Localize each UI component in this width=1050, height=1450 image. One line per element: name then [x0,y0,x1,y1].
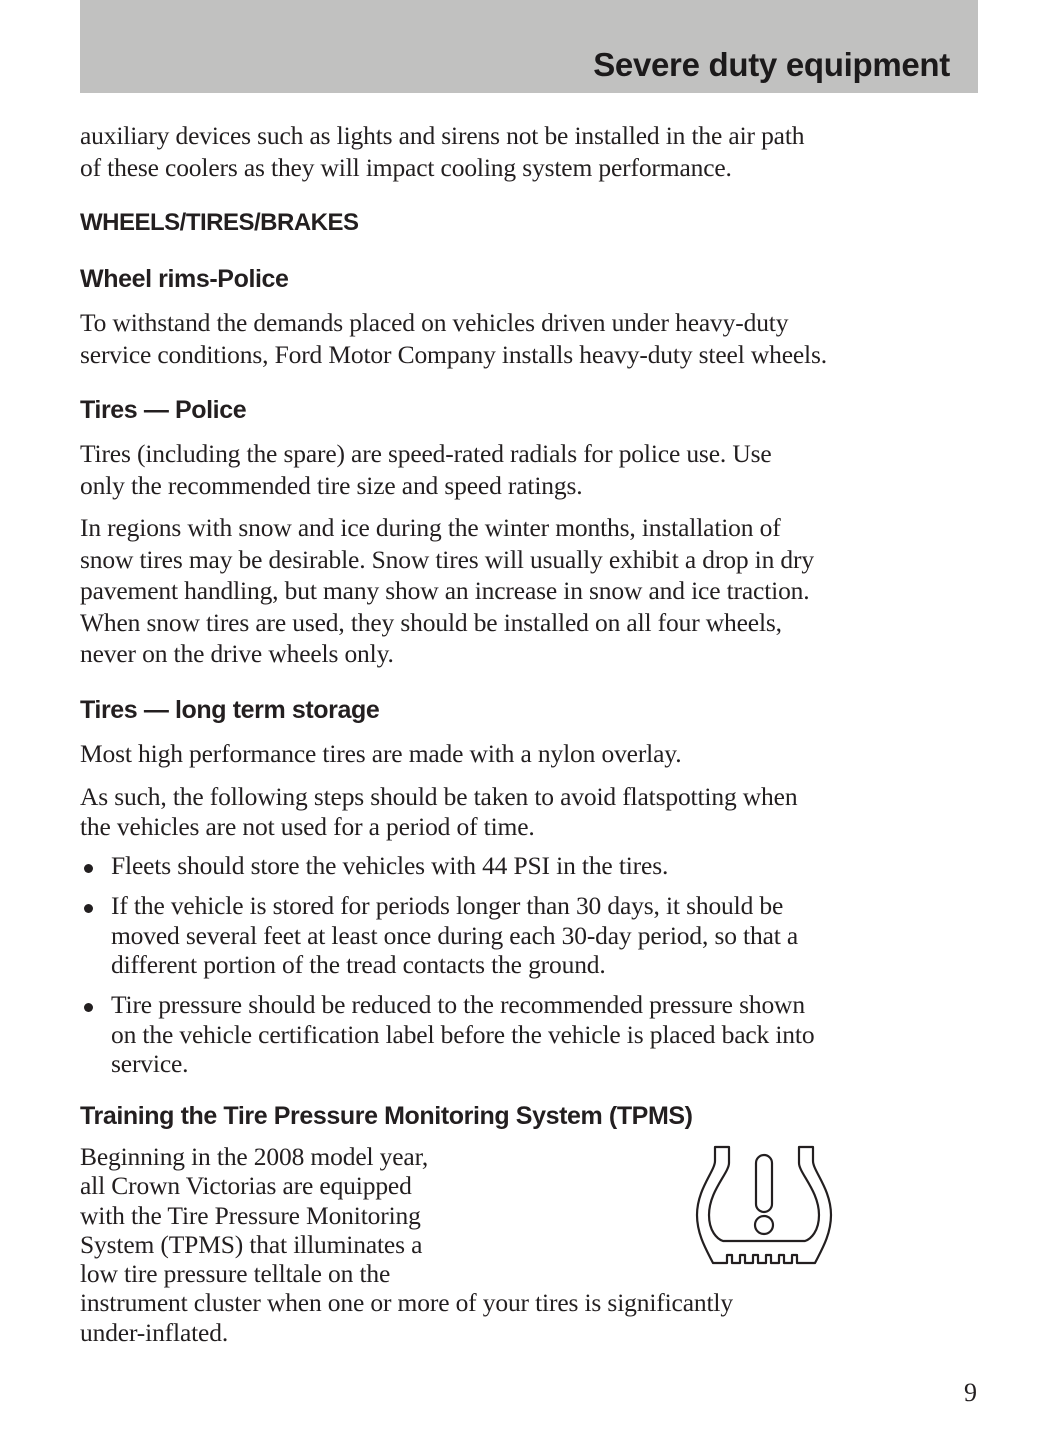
text-line: moved several feet at least once during each 30-day period, so that a [111,920,799,950]
text-line: service. [111,1049,189,1078]
tires-police-paragraph-2 [80,512,814,670]
subheading-tpms: Training the Tire Pressure Monitoring System (TPMS) [80,1102,693,1130]
text-line: In regions with snow and ice during the winter months, installation of [80,513,781,542]
text-line: only the recommended tire size and speed ratings. [80,470,583,500]
tires-storage-paragraph-1 [80,738,681,770]
text-line: As such, the following steps should be taken to avoid flatspotting when [80,782,798,811]
text-line: System (TPMS) that illuminates a [80,1229,423,1259]
text-line: When snow tires are used, they should be installed on all four wheels, [80,607,782,637]
bullet-text [111,990,814,1079]
tpms-low-tire-pressure-icon [693,1143,835,1268]
page-header-band [80,0,978,93]
text-line: To withstand the demands placed on vehicles driven under heavy-duty [80,308,789,337]
bullet-text [111,851,668,881]
text-line: snow tires may be desirable. Snow tires will usually exhibit a drop in dry [80,544,814,574]
text-line: instrument cluster when one or more of your tires is significantly [80,1288,733,1318]
text-line: Tire pressure should be reduced to the recommended pressure shown [111,990,805,1019]
tpms-paragraph [80,1142,733,1347]
subheading-tires-long-term-storage: Tires — long term storage [80,696,380,724]
text-line: Beginning in the 2008 model year, [80,1142,429,1171]
text-line: the vehicles are not used for a period of time. [80,811,535,841]
bullet-icon [84,1003,93,1012]
tires-storage-paragraph-2 [80,782,797,841]
bullet-text [111,891,798,980]
text-line: with the Tire Pressure Monitoring [80,1200,421,1230]
tires-police-paragraph-1 [80,438,772,501]
page-number: 9 [964,1378,977,1407]
subheading-wheel-rims-police: Wheel rims-Police [80,265,289,293]
text-line: pavement handling, but many show an increase in snow and ice traction. [80,576,810,605]
bullet-icon [84,904,93,913]
subheading-tires-police: Tires — Police [80,396,247,424]
page-title: Severe duty equipment [593,46,950,83]
text-line: auxiliary devices such as lights and sirens not be installed in the air path [80,121,805,150]
text-line: on the vehicle certification label before the vehicle is placed back into [111,1019,815,1049]
section-heading-wheels-tires-brakes: WHEELS/TIRES/BRAKES [80,209,359,236]
text-line: of these coolers as they will impact cooling system performance. [80,152,732,182]
text-line: different portion of the tread contacts the ground. [111,950,606,979]
text-line: Fleets should store the vehicles with 44 PSI in the tires. [111,851,669,880]
text-line: service conditions, Ford Motor Company installs heavy-duty steel wheels. [80,339,827,369]
intro-paragraph [80,120,804,183]
text-line: Tires (including the spare) are speed-rated radials for police use. Use [80,439,772,468]
text-line: under-inflated. [80,1317,229,1347]
text-line: all Crown Victorias are equipped [80,1171,412,1201]
text-line: Most high performance tires are made with a nylon overlay. [80,739,682,768]
text-line: never on the drive wheels only. [80,639,394,668]
wheel-rims-paragraph [80,307,827,370]
text-line: low tire pressure telltale on the [80,1259,391,1289]
bullet-icon [84,864,93,873]
text-line: If the vehicle is stored for periods longer than 30 days, it should be [111,891,784,920]
